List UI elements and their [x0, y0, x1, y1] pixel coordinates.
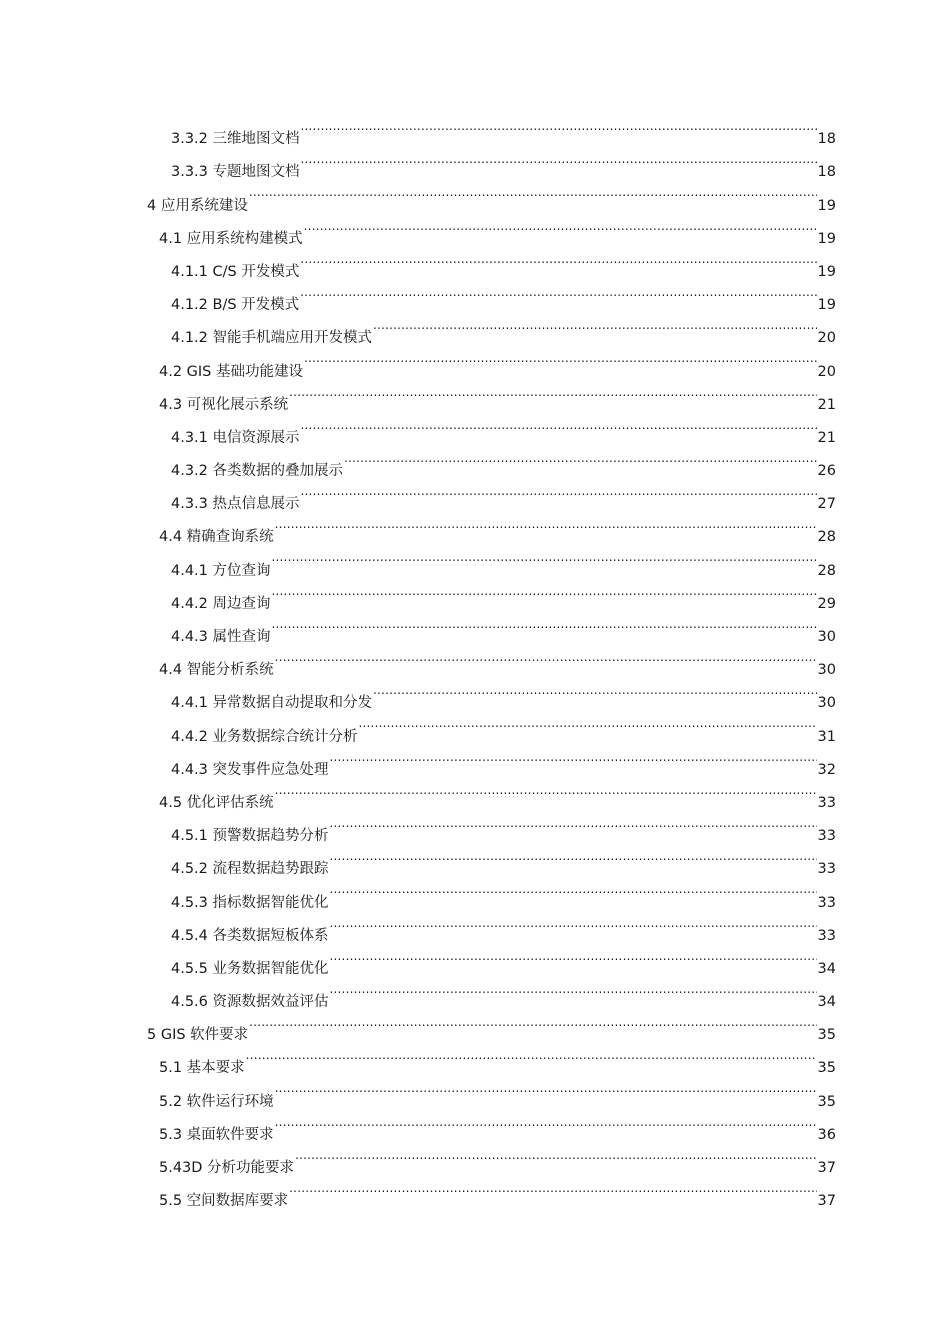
toc-entry-page-number: 29 [817, 595, 836, 612]
toc-dot-leader [272, 608, 817, 641]
toc-entry-title: 5.43D 分析功能要求 [159, 1160, 295, 1176]
toc-entry-page-number: 35 [817, 1060, 836, 1077]
toc-dot-leader [289, 376, 816, 409]
toc-entry[interactable] [0, 973, 950, 1011]
toc-entry-page-number: 19 [817, 263, 836, 280]
toc-entry-page-number: 26 [817, 463, 836, 480]
toc-entry-page-number: 20 [817, 330, 836, 347]
toc-entry-title: 4.4.1 方位查询 [171, 562, 271, 579]
toc-entry-page-number: 30 [817, 629, 836, 645]
toc-entry-page-number: 37 [817, 1193, 836, 1210]
toc-entry-page-number: 19 [817, 297, 836, 314]
toc-entry-title: 4.4.3 突发事件应急处理 [171, 761, 329, 778]
toc-entry-title: 4.4.3 属性查询 [171, 629, 271, 645]
toc-entry[interactable] [0, 807, 950, 845]
toc-entry-title: 4.3.2 各类数据的叠加展示 [171, 463, 344, 480]
toc-dot-leader [373, 674, 817, 707]
toc-entry-title: 4.2 GIS 基础功能建设 [159, 363, 303, 380]
toc-dot-leader [330, 840, 817, 873]
toc-dot-leader [275, 508, 817, 541]
toc-entry-page-number: 35 [817, 1027, 836, 1044]
toc-dot-leader [301, 110, 817, 143]
toc-dot-leader [289, 1172, 816, 1205]
toc-entry-page-number: 34 [817, 960, 836, 977]
toc-entry-page-number: 28 [817, 562, 836, 579]
toc-entry[interactable] [0, 176, 950, 214]
toc-entry[interactable] [0, 641, 950, 679]
toc-entry[interactable] [0, 873, 950, 911]
toc-dot-leader [246, 1039, 817, 1072]
toc-dot-leader [275, 1072, 817, 1105]
toc-entry-title: 4.5.3 指标数据智能优化 [171, 894, 329, 911]
toc-entry[interactable] [0, 210, 950, 247]
toc-dot-leader [359, 707, 817, 740]
toc-entry-page-number: 33 [817, 894, 836, 911]
toc-entry[interactable] [0, 774, 950, 811]
toc-entry-title: 5.2 软件运行环境 [159, 1093, 274, 1110]
toc-entry-title: 5 GIS 软件要求 [147, 1027, 249, 1044]
toc-entry-page-number: 21 [817, 396, 836, 413]
toc-entry[interactable] [0, 575, 950, 612]
toc-entry-title: 4.5.4 各类数据短板体系 [171, 927, 329, 944]
toc-entry[interactable] [0, 1139, 950, 1176]
toc-entry-title: 3.3.3 专题地图文档 [171, 164, 300, 181]
toc-entry-page-number: 37 [817, 1160, 836, 1176]
toc-entry-title: 3.3.2 三维地图文档 [171, 131, 300, 148]
toc-entry[interactable] [0, 541, 950, 579]
toc-entry[interactable] [0, 143, 950, 181]
toc-entry[interactable] [0, 1039, 950, 1077]
toc-dot-leader [344, 442, 817, 475]
toc-dot-leader [301, 143, 817, 176]
toc-entry-title: 5.1 基本要求 [159, 1060, 245, 1077]
toc-entry[interactable] [0, 707, 950, 745]
toc-entry-title: 4.1.1 C/S 开发模式 [171, 263, 300, 280]
toc-entry[interactable] [0, 674, 950, 712]
toc-dot-leader [330, 940, 817, 973]
toc-dot-leader [249, 1006, 816, 1039]
toc-entry-title: 4.5.5 业务数据智能优化 [171, 960, 329, 977]
toc-entry[interactable] [0, 907, 950, 944]
toc-dot-leader [330, 741, 817, 774]
toc-entry-title: 4.3.1 电信资源展示 [171, 429, 300, 446]
toc-dot-leader [275, 641, 817, 674]
table-of-contents [0, 110, 950, 1210]
toc-entry-page-number: 30 [817, 695, 836, 712]
toc-entry[interactable] [0, 342, 950, 380]
toc-entry-page-number: 31 [817, 728, 836, 745]
toc-entry-page-number: 19 [817, 230, 836, 247]
toc-dot-leader [275, 1106, 817, 1139]
toc-entry-page-number: 33 [817, 861, 836, 878]
toc-dot-leader [300, 243, 816, 276]
toc-entry[interactable] [0, 276, 950, 314]
toc-entry[interactable] [0, 1106, 950, 1143]
toc-entry-page-number: 36 [817, 1126, 836, 1143]
toc-dot-leader [275, 774, 817, 807]
toc-dot-leader [330, 807, 817, 840]
toc-entry[interactable] [0, 840, 950, 878]
toc-dot-leader [304, 342, 817, 375]
toc-dot-leader [330, 907, 817, 940]
toc-entry-page-number: 33 [817, 927, 836, 944]
toc-entry-title: 4.4.1 异常数据自动提取和分发 [171, 695, 373, 712]
toc-entry-title: 4.5.2 流程数据趋势跟踪 [171, 861, 329, 878]
toc-entry[interactable] [0, 442, 950, 480]
toc-entry[interactable] [0, 741, 950, 778]
toc-entry[interactable] [0, 309, 950, 347]
toc-entry[interactable] [0, 376, 950, 413]
toc-dot-leader [295, 1139, 816, 1172]
toc-entry-page-number: 20 [817, 363, 836, 380]
toc-entry-page-number: 19 [817, 197, 836, 214]
toc-entry-title: 4.4.2 周边查询 [171, 595, 271, 612]
toc-dot-leader [301, 409, 817, 442]
toc-entry-title: 4.5.1 预警数据趋势分析 [171, 828, 329, 845]
toc-dot-leader [249, 176, 817, 209]
toc-entry-title: 4.5.6 资源数据效益评估 [171, 994, 329, 1011]
toc-dot-leader [304, 210, 817, 243]
toc-entry-title: 5.5 空间数据库要求 [159, 1193, 289, 1210]
toc-entry[interactable] [0, 110, 950, 148]
toc-dot-leader [272, 575, 817, 608]
toc-entry-page-number: 33 [817, 828, 836, 845]
toc-entry-title: 4.5 优化评估系统 [159, 794, 274, 811]
toc-entry-page-number: 21 [817, 429, 836, 446]
toc-entry-page-number: 33 [817, 794, 836, 811]
toc-entry[interactable] [0, 475, 950, 513]
toc-dot-leader [373, 309, 817, 342]
toc-entry-page-number: 18 [817, 131, 836, 148]
toc-entry-title: 4.1.2 智能手机端应用开发模式 [171, 330, 373, 347]
toc-entry-page-number: 18 [817, 164, 836, 181]
toc-entry-page-number: 32 [817, 761, 836, 778]
toc-entry-page-number: 30 [817, 662, 836, 679]
toc-entry[interactable] [0, 1006, 950, 1044]
toc-dot-leader [330, 973, 817, 1006]
toc-dot-leader [301, 475, 817, 508]
toc-entry[interactable] [0, 940, 950, 977]
toc-entry-title: 4.3.3 热点信息展示 [171, 496, 300, 513]
toc-entry[interactable] [0, 508, 950, 546]
toc-entry[interactable] [0, 1072, 950, 1110]
toc-dot-leader [300, 276, 816, 309]
toc-entry-page-number: 28 [817, 529, 836, 546]
toc-entry[interactable] [0, 1172, 950, 1210]
toc-entry-title: 4 应用系统建设 [147, 197, 248, 214]
toc-entry-page-number: 27 [817, 496, 836, 513]
toc-dot-leader [330, 873, 817, 906]
toc-entry-title: 4.1 应用系统构建模式 [159, 230, 303, 247]
toc-entry-title: 5.3 桌面软件要求 [159, 1126, 274, 1143]
toc-entry[interactable] [0, 243, 950, 280]
toc-entry[interactable] [0, 409, 950, 446]
toc-entry-title: 4.4 智能分析系统 [159, 662, 274, 679]
toc-entry-title: 4.4.2 业务数据综合统计分析 [171, 728, 358, 745]
toc-entry[interactable] [0, 608, 950, 645]
toc-dot-leader [272, 541, 817, 574]
toc-entry-page-number: 34 [817, 994, 836, 1011]
toc-entry-title: 4.3 可视化展示系统 [159, 396, 289, 413]
toc-entry-title: 4.4 精确查询系统 [159, 529, 274, 546]
toc-entry-page-number: 35 [817, 1093, 836, 1110]
toc-entry-title: 4.1.2 B/S 开发模式 [171, 297, 300, 314]
